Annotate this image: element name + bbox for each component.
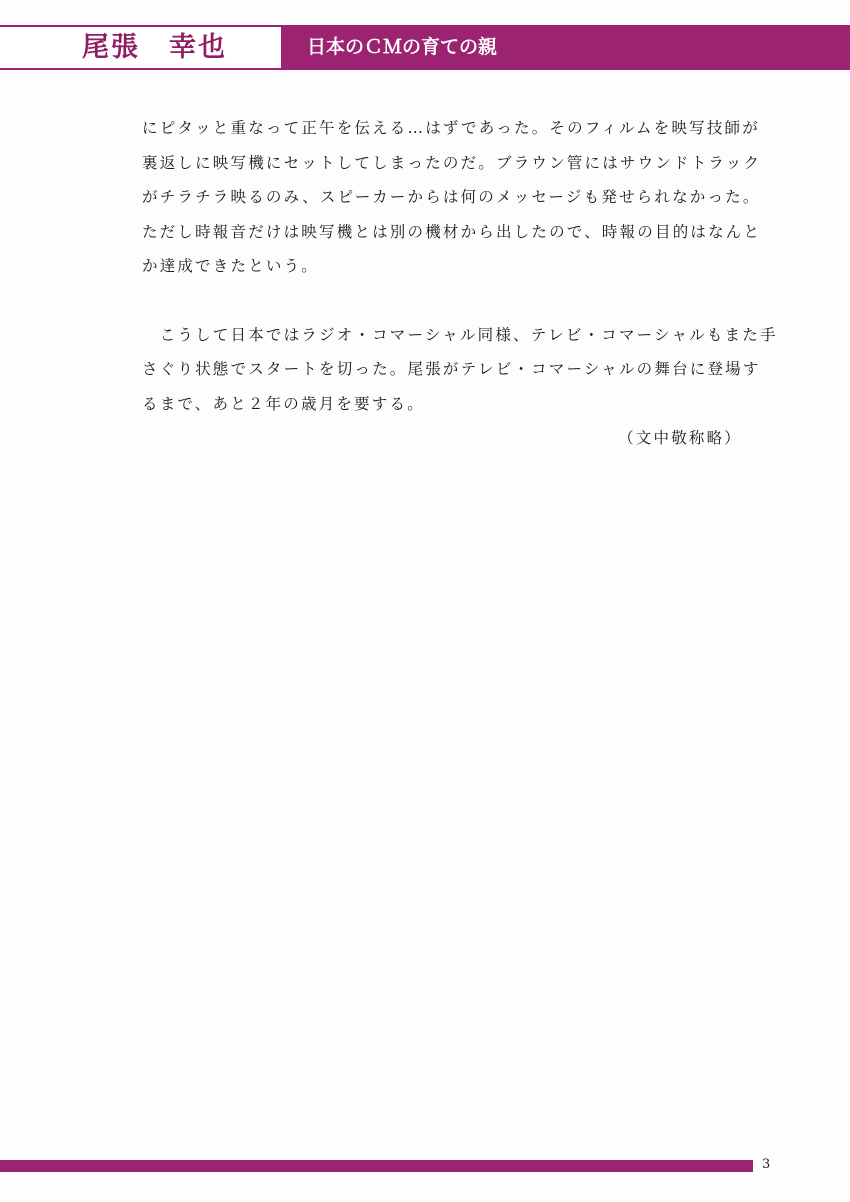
- author-name-box: [0, 25, 281, 70]
- page-number: 3: [762, 1157, 771, 1172]
- text-line: さぐり状態でスタートを切った。尾張がテレビ・コマーシャルの舞台に登場す: [142, 360, 761, 378]
- honorifics-note: （文中敬称略）: [618, 429, 742, 447]
- text-line: か達成できたという。: [142, 257, 320, 275]
- text-line: こうして日本ではラジオ・コマーシャル同様、テレビ・コマーシャルもまた手: [142, 325, 778, 344]
- text-line: 裏返しに映写機にセットしてしまったのだ。ブラウン管にはサウンドトラック: [142, 153, 762, 172]
- paragraph-1: [142, 111, 762, 284]
- page-header: [0, 25, 850, 70]
- article-body: [142, 111, 778, 455]
- text-line: ただし時報音だけは映写機とは別の機材から出したので、時報の目的はなんと: [142, 222, 762, 241]
- text-line: るまで、あと２年の歳月を要する。: [142, 394, 425, 413]
- text-line: にピタッと重なって正午を伝える…はずであった。そのフィルムを映写技師が: [142, 119, 760, 137]
- paragraph-2: [142, 318, 778, 422]
- series-title-band: [281, 25, 850, 70]
- author-name: 尾張 幸也: [82, 32, 227, 63]
- series-title: 日本のＣＭの育ての親: [307, 36, 498, 58]
- footer-bar: [0, 1160, 753, 1172]
- paragraph-spacer: [142, 284, 752, 318]
- text-line: がチラチラ映るのみ、スピーカーからは何のメッセージも発せられなかった。: [142, 188, 761, 206]
